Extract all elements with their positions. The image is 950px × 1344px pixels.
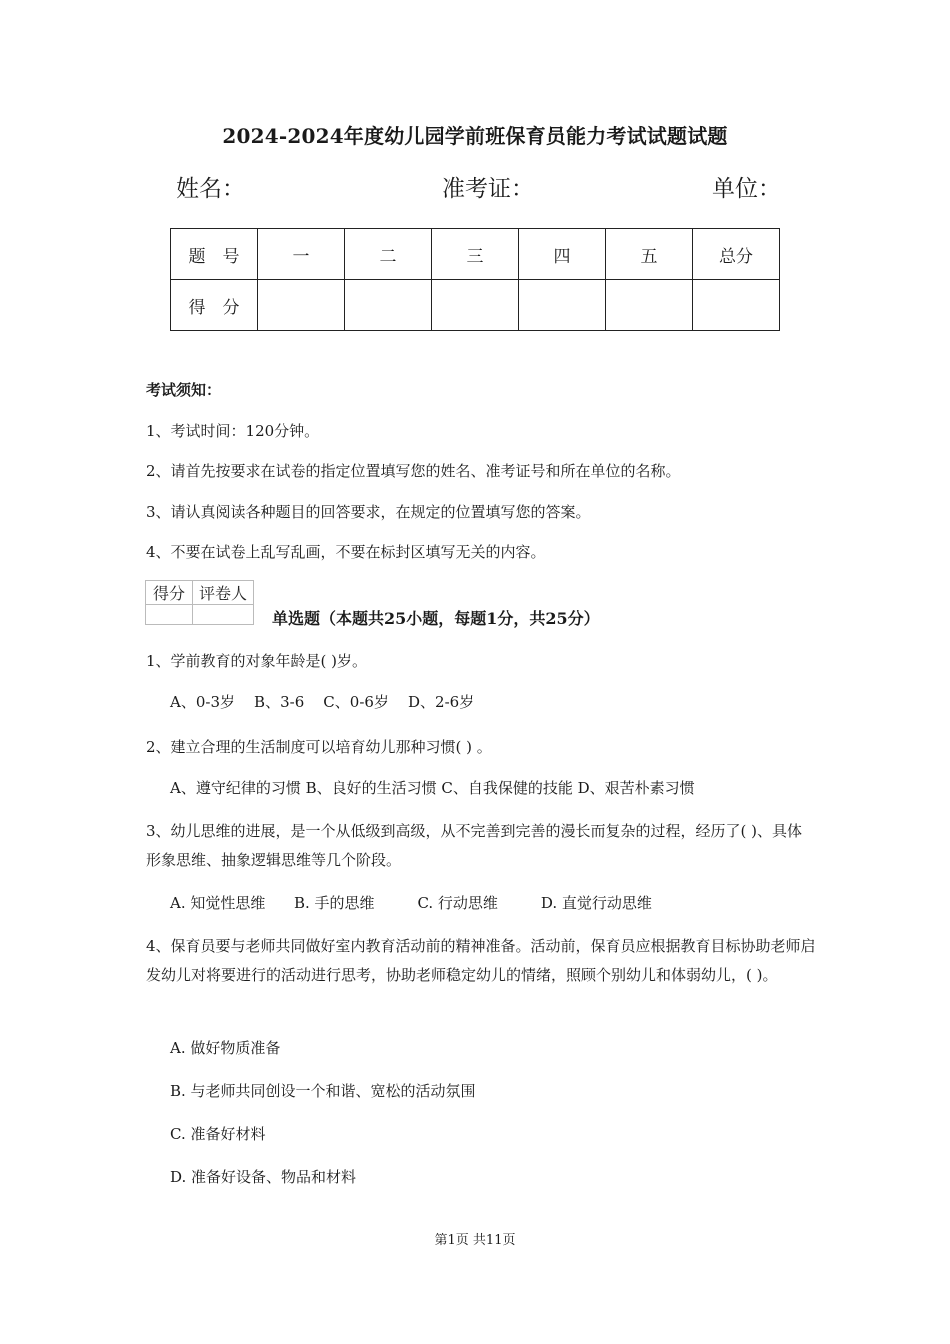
question-4: 4、保育员要与老师共同做好室内教育活动前的精神准备。活动前，保育员应根据教育目标协助老师启发幼儿对将要进行的活动进行思考，协助老师稳定幼儿的情绪，照顾个别幼儿和体弱幼儿，( )。 xyxy=(146,937,816,984)
score-table xyxy=(170,228,780,331)
notice-title: 考试须知： xyxy=(146,381,222,399)
question-4-option-a: A. 做好物质准备 xyxy=(170,1039,281,1057)
question-4-option-c: C. 准备好材料 xyxy=(170,1125,266,1143)
score-cell-5[interactable] xyxy=(606,280,693,331)
unit-label: 单位： xyxy=(712,176,781,202)
grader-table xyxy=(145,580,254,625)
section-title: 单选题（本题共25小题，每题1分，共25分） xyxy=(272,609,600,628)
exam-id-label: 准考证： xyxy=(442,176,534,202)
score-cell-3[interactable] xyxy=(432,280,519,331)
score-header-5: 五 xyxy=(606,229,693,280)
score-header-total: 总分 xyxy=(693,229,780,280)
name-label: 姓名： xyxy=(176,176,245,202)
question-4-option-b: B. 与老师共同创设一个和谐、宽松的活动氛围 xyxy=(170,1082,476,1100)
score-cell-1[interactable] xyxy=(258,280,345,331)
notice-item: 3、请认真阅读各种题目的回答要求，在规定的位置填写您的答案。 xyxy=(146,503,591,521)
question-4-option-d: D. 准备好设备、物品和材料 xyxy=(170,1168,357,1186)
question-2-options: A、遵守纪律的习惯 B、良好的生活习惯 C、自我保健的技能 D、艰苦朴素习惯 xyxy=(170,779,695,797)
page-title: 2024-2024年度幼儿园学前班保育员能力考试试题试题 xyxy=(222,124,728,148)
score-table-score-row xyxy=(171,280,780,331)
score-table-header-row xyxy=(171,229,780,280)
grader-score-label: 得分 xyxy=(146,581,193,605)
notice-item: 2、请首先按要求在试卷的指定位置填写您的姓名、准考证号和所在单位的名称。 xyxy=(146,462,681,480)
question-3-options: A. 知觉性思维 B. 手的思维 C. 行动思维 D. 直觉行动思维 xyxy=(170,894,652,912)
grader-name-label: 评卷人 xyxy=(193,581,254,605)
score-header-3: 三 xyxy=(432,229,519,280)
score-cell-4[interactable] xyxy=(519,280,606,331)
notice-item: 4、不要在试卷上乱写乱画，不要在标封区填写无关的内容。 xyxy=(146,543,546,561)
score-row-label: 得 分 xyxy=(171,280,258,331)
score-header-2: 二 xyxy=(345,229,432,280)
score-cell-total[interactable] xyxy=(693,280,780,331)
grader-name-cell[interactable] xyxy=(193,605,254,625)
question-2: 2、建立合理的生活制度可以培育幼儿那种习惯( ) 。 xyxy=(146,738,492,756)
question-1: 1、学前教育的对象年龄是( )岁。 xyxy=(146,652,368,670)
page-footer: 第1页 共11页 xyxy=(434,1233,516,1248)
grader-score-cell[interactable] xyxy=(146,605,193,625)
question-3: 3、幼儿思维的进展，是一个从低级到高级，从不完善到完善的漫长而复杂的过程，经历了( )、具体形象思维、抽象逻辑思维等几个阶段。 xyxy=(146,822,803,869)
notice-item: 1、考试时间：120分钟。 xyxy=(146,422,320,440)
score-header-label: 题 号 xyxy=(171,229,258,280)
score-cell-2[interactable] xyxy=(345,280,432,331)
score-header-4: 四 xyxy=(519,229,606,280)
score-header-1: 一 xyxy=(258,229,345,280)
question-1-options: A、0-3岁 B、3-6 C、0-6岁 D、2-6岁 xyxy=(170,693,475,711)
